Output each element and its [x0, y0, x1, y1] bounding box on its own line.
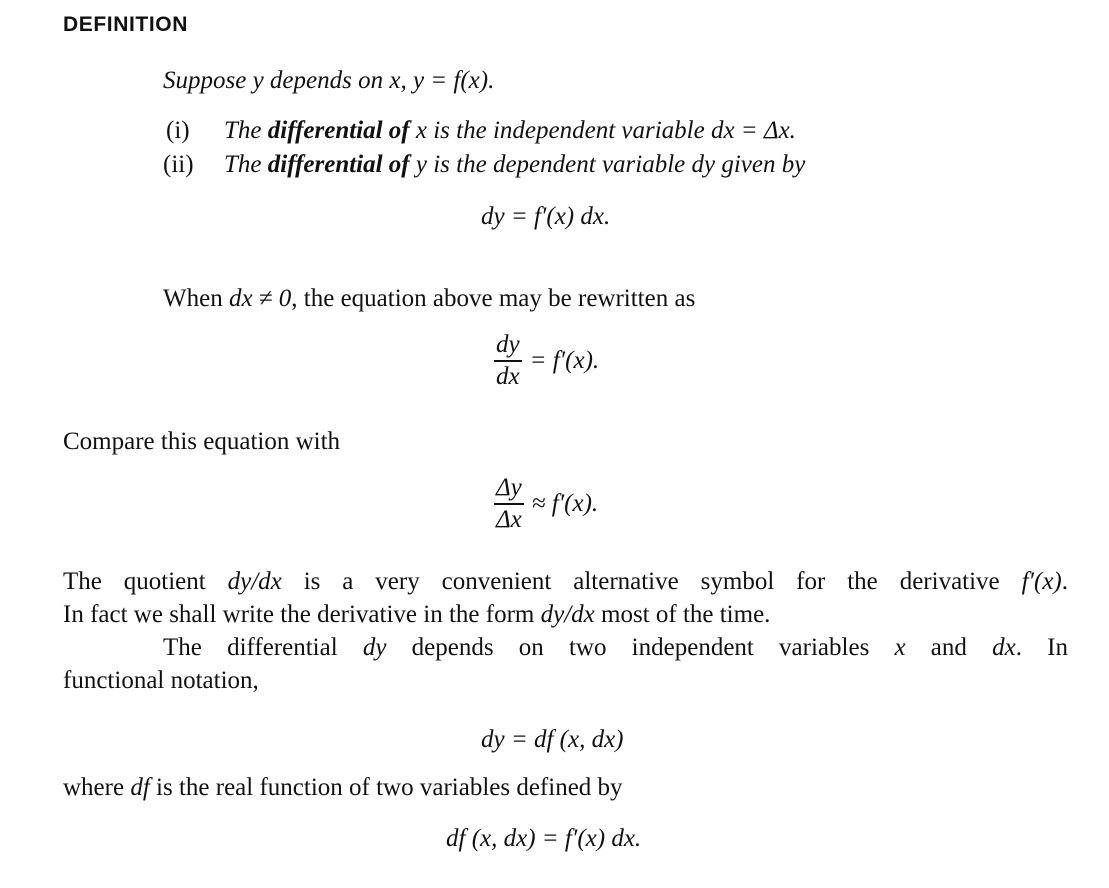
- para1-e: .: [1061, 568, 1068, 595]
- fraction-2-rhs: ≈ f′(x).: [531, 490, 599, 517]
- fraction-2-box: [494, 475, 524, 533]
- paragraph-1-line-2: [63, 600, 770, 630]
- fraction-2-numerator: Δy: [496, 474, 522, 501]
- para1-line2-b: dy/dx: [540, 601, 595, 628]
- where-c: is the real function of two variables defined by: [149, 774, 623, 801]
- equation-df-definition: df (x, dx) = f′(x) dx.: [446, 825, 642, 852]
- fraction-1-rhs: = f′(x).: [529, 347, 600, 374]
- item-i-pre: The: [224, 117, 268, 144]
- equation-dy: dy = f′(x) dx.: [481, 203, 611, 230]
- para2-b: dy: [362, 634, 387, 661]
- item-ii-post: y is the dependent variable dy given by: [409, 151, 806, 178]
- fraction-2-bar: [494, 503, 524, 505]
- compare-text: Compare this equation with: [63, 428, 341, 455]
- paragraph-2-line-1: [163, 633, 1068, 663]
- item-ii-text: [224, 150, 805, 180]
- fraction-1-box: [494, 332, 522, 390]
- para1-b: dy/dx: [227, 568, 282, 595]
- where-b: df: [130, 774, 150, 801]
- when-text-2: , the equation above may be rewritten as: [291, 285, 696, 312]
- when-line: [163, 284, 695, 314]
- when-math: dx ≠ 0: [228, 285, 292, 312]
- paragraph-2-line-2: functional notation,: [63, 667, 259, 694]
- para2-g: . In: [1015, 634, 1068, 661]
- item-ii-pre: The: [224, 151, 268, 178]
- item-ii-marker: (ii): [163, 151, 194, 178]
- para2-c: depends on two independent variables: [386, 634, 895, 661]
- where-line: [63, 773, 623, 803]
- fraction-dy-dx: [494, 332, 599, 390]
- where-a: where: [63, 774, 131, 801]
- item-i-post: x is the independent variable dx = Δx.: [409, 117, 796, 144]
- item-i-text: [224, 116, 796, 146]
- fraction-2-denominator: Δx: [496, 505, 522, 533]
- when-text-1: When: [163, 285, 229, 312]
- fraction-1-denominator: dx: [496, 362, 520, 390]
- fraction-delta: [494, 475, 598, 533]
- supposition-text: Suppose y depends on x, y = f(x).: [163, 67, 495, 94]
- paragraph-1-line-1: [63, 567, 1068, 597]
- equation-df: dy = df (x, dx): [481, 726, 624, 753]
- para2-e: and: [905, 634, 993, 661]
- para1-line2-c: most of the time.: [594, 601, 771, 628]
- para1-a: The quotient: [63, 568, 228, 595]
- para1-d: f′(x): [1021, 568, 1062, 595]
- para2-d: x: [894, 634, 906, 661]
- para1-line2-a: In fact we shall write the derivative in the form: [63, 601, 541, 628]
- item-ii-term: differential of: [267, 151, 410, 178]
- para1-c: is a very convenient alternative symbol for the derivative: [281, 568, 1022, 595]
- item-i-term: differential of: [267, 117, 410, 144]
- fraction-1-bar: [494, 360, 522, 362]
- fraction-1-numerator: dy: [496, 331, 520, 358]
- item-i-marker: (i): [166, 117, 190, 144]
- para2-a: The differential: [163, 634, 363, 661]
- para2-f: dx: [992, 634, 1016, 661]
- definition-heading: DEFINITION: [63, 13, 188, 36]
